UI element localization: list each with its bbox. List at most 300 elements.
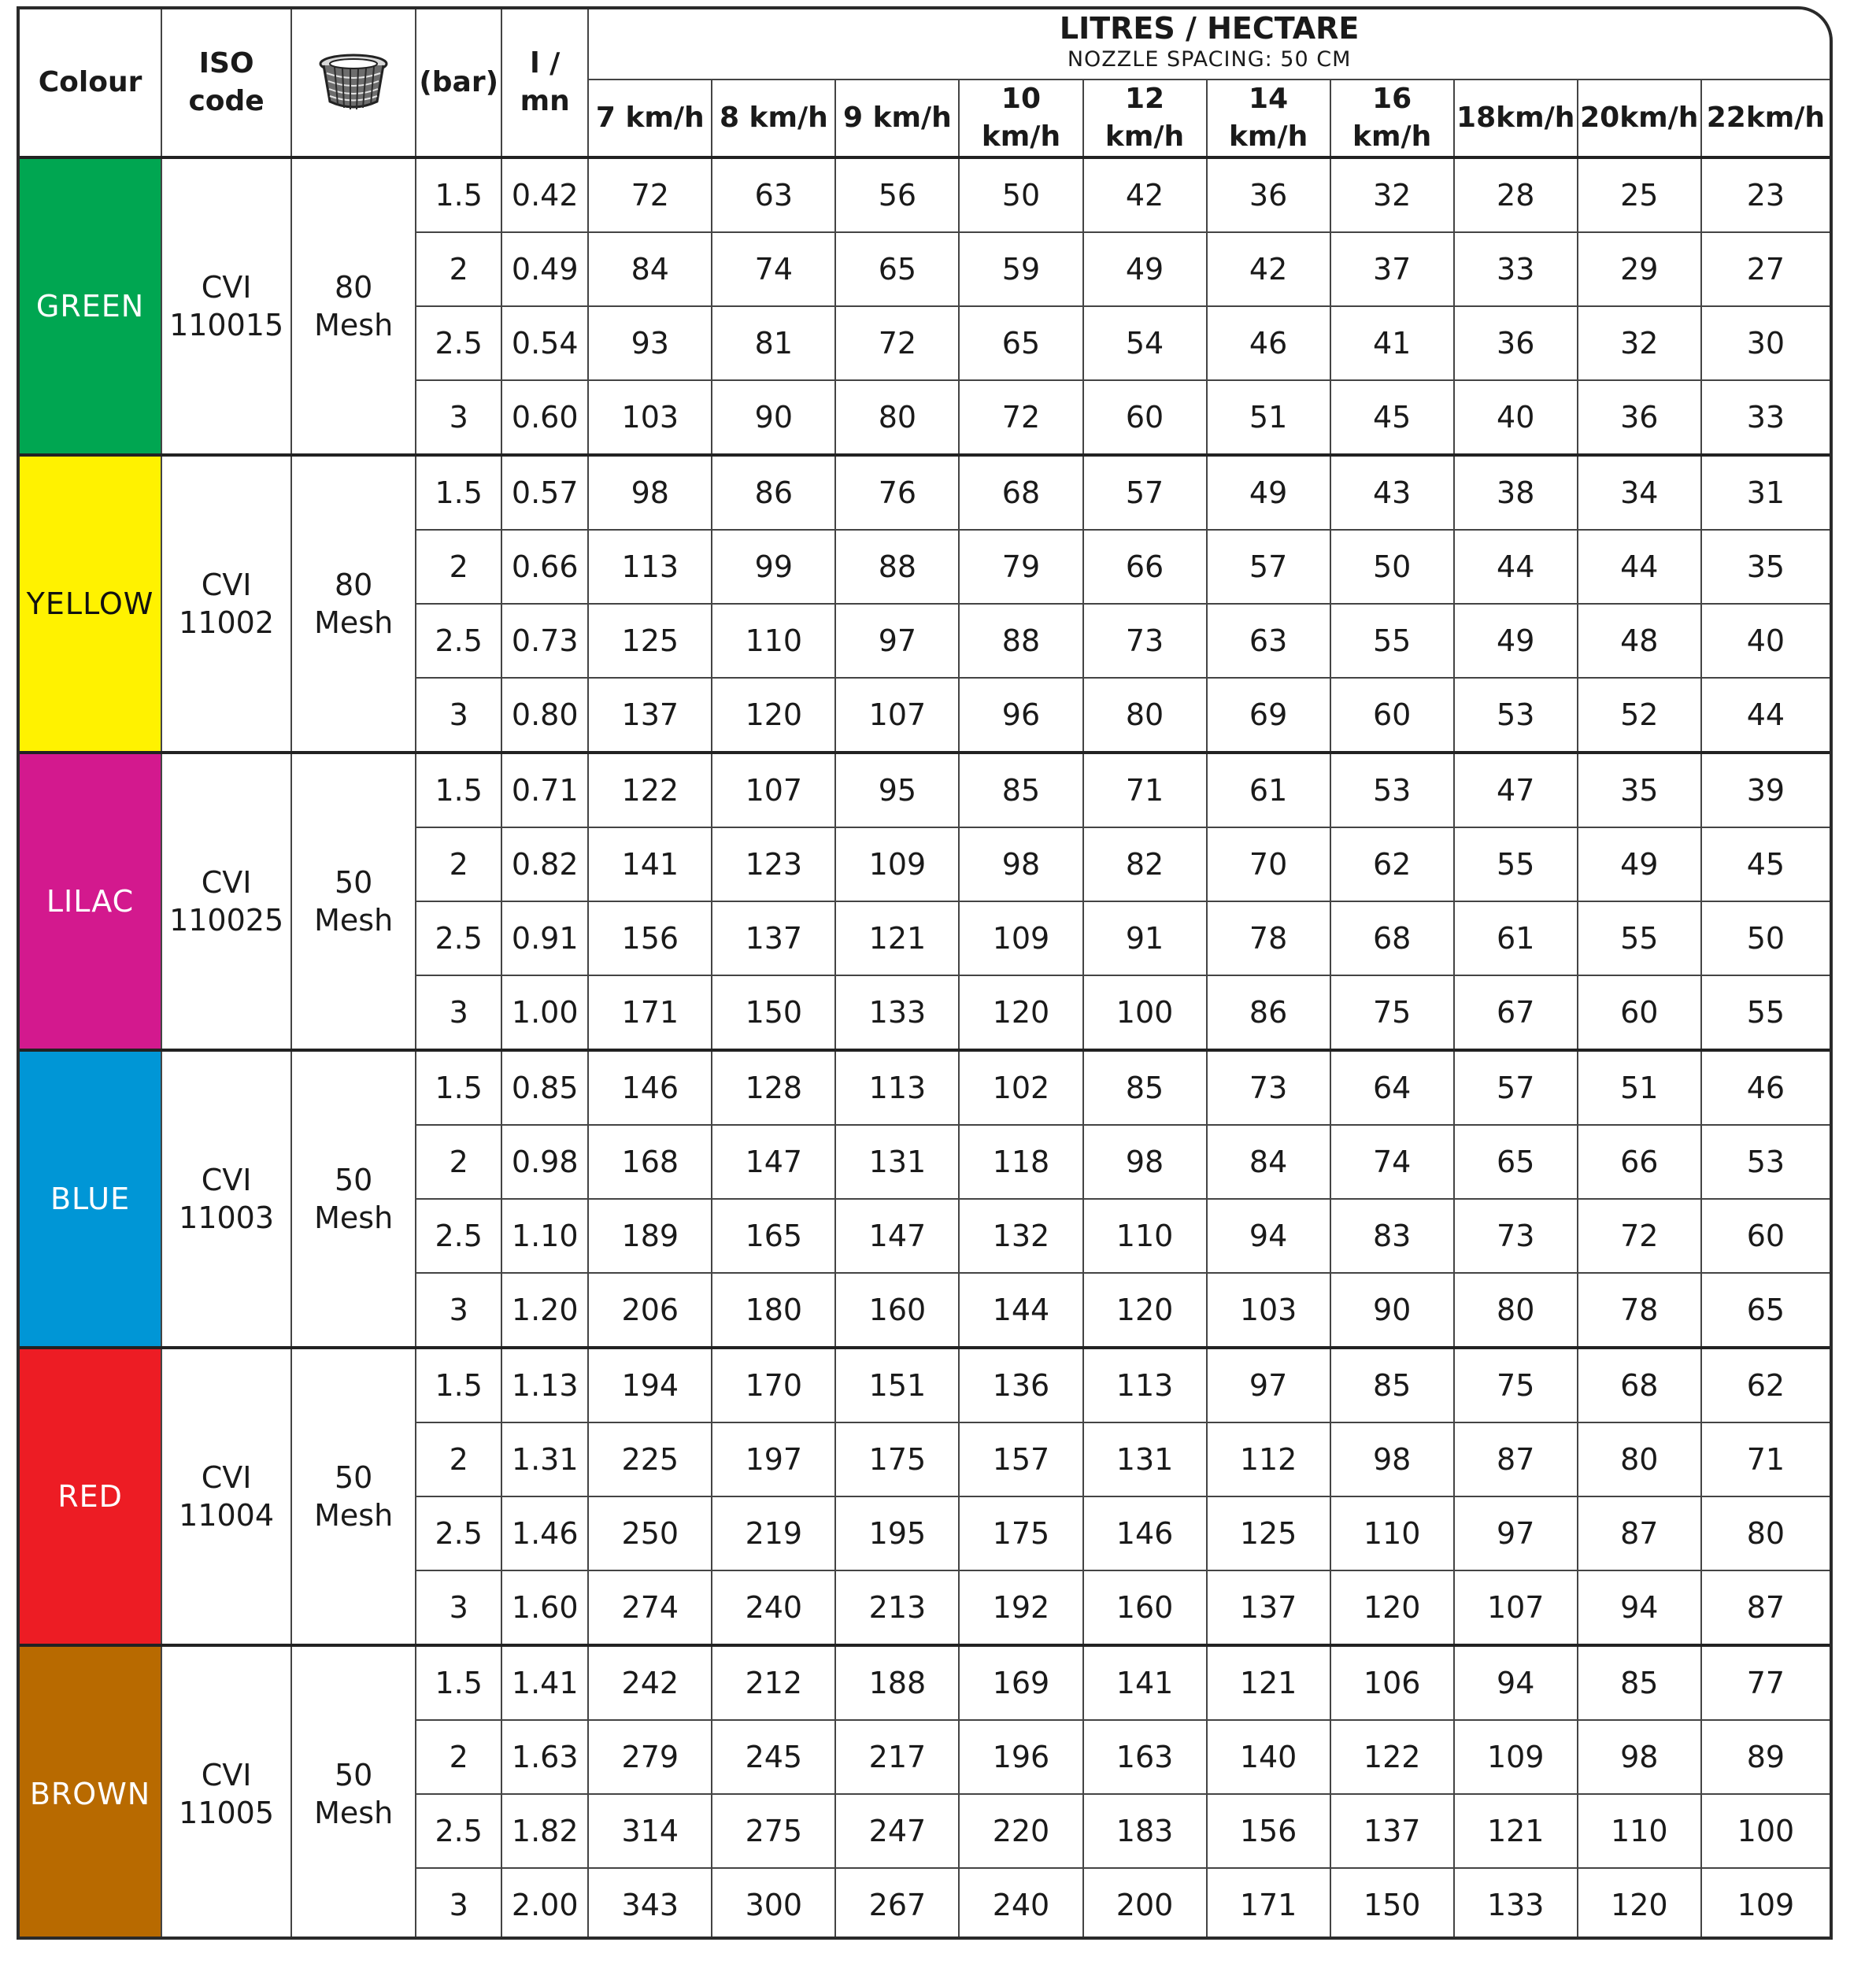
- flow-rate-cell: 0.80: [501, 678, 588, 753]
- litres-per-hectare-cell: 102: [959, 1050, 1082, 1125]
- litres-per-hectare-cell: 68: [1578, 1348, 1701, 1422]
- litres-per-hectare-cell: 80: [1083, 678, 1207, 753]
- litres-per-hectare-cell: 98: [1578, 1720, 1701, 1794]
- litres-per-hectare-cell: 192: [959, 1570, 1082, 1645]
- litres-per-hectare-cell: 88: [835, 530, 959, 604]
- litres-per-hectare-cell: 195: [835, 1496, 959, 1570]
- litres-per-hectare-cell: 120: [959, 975, 1082, 1050]
- flow-rate-cell: 0.73: [501, 604, 588, 678]
- litres-per-hectare-cell: 36: [1207, 157, 1330, 232]
- mesh-cell: [291, 753, 416, 1050]
- litres-per-hectare-cell: 66: [1083, 530, 1207, 604]
- pressure-cell: 2: [416, 827, 501, 901]
- litres-per-hectare-cell: 242: [588, 1645, 712, 1720]
- litres-per-hectare-cell: 80: [1701, 1496, 1830, 1570]
- litres-per-hectare-cell: 86: [712, 455, 835, 530]
- litres-per-hectare-cell: 314: [588, 1794, 712, 1868]
- pressure-cell: 1.5: [416, 1050, 501, 1125]
- litres-per-hectare-cell: 279: [588, 1720, 712, 1794]
- litres-per-hectare-cell: 36: [1578, 380, 1701, 455]
- litres-per-hectare-cell: 53: [1701, 1125, 1830, 1199]
- litres-per-hectare-cell: 87: [1701, 1570, 1830, 1645]
- litres-per-hectare-cell: 94: [1578, 1570, 1701, 1645]
- speed-header: 16 km/h: [1330, 80, 1454, 157]
- litres-per-hectare-cell: 112: [1207, 1422, 1330, 1496]
- litres-per-hectare-cell: 43: [1330, 455, 1454, 530]
- litres-per-hectare-cell: 160: [1083, 1570, 1207, 1645]
- litres-per-hectare-cell: 175: [959, 1496, 1082, 1570]
- litres-per-hectare-cell: 122: [588, 753, 712, 827]
- mesh-line2: Mesh: [314, 308, 394, 342]
- header-colour: Colour: [20, 9, 161, 157]
- litres-per-hectare-cell: 72: [835, 306, 959, 380]
- litres-per-hectare-cell: 128: [712, 1050, 835, 1125]
- litres-per-hectare-cell: 98: [1083, 1125, 1207, 1199]
- litres-per-hectare-cell: 120: [1578, 1868, 1701, 1940]
- litres-per-hectare-cell: 44: [1701, 678, 1830, 753]
- litres-per-hectare-cell: 40: [1701, 604, 1830, 678]
- mesh-cell: [291, 1348, 416, 1645]
- pressure-cell: 3: [416, 678, 501, 753]
- litres-per-hectare-cell: 48: [1578, 604, 1701, 678]
- flow-rate-cell: 1.13: [501, 1348, 588, 1422]
- litres-per-hectare-cell: 110: [712, 604, 835, 678]
- litres-per-hectare-cell: 150: [712, 975, 835, 1050]
- litres-per-hectare-cell: 188: [835, 1645, 959, 1720]
- litres-per-hectare-cell: 50: [959, 157, 1082, 232]
- litres-per-hectare-cell: 88: [959, 604, 1082, 678]
- litres-per-hectare-cell: 213: [835, 1570, 959, 1645]
- litres-per-hectare-cell: 60: [1083, 380, 1207, 455]
- litres-per-hectare-cell: 267: [835, 1868, 959, 1940]
- litres-per-hectare-cell: 60: [1701, 1199, 1830, 1273]
- litres-per-hectare-cell: 169: [959, 1645, 1082, 1720]
- litres-per-hectare-cell: 219: [712, 1496, 835, 1570]
- litres-per-hectare-cell: 47: [1454, 753, 1578, 827]
- mesh-filter-icon: [292, 53, 415, 113]
- litres-per-hectare-cell: 78: [1578, 1273, 1701, 1348]
- litres-per-hectare-cell: 113: [1083, 1348, 1207, 1422]
- litres-per-hectare-cell: 156: [1207, 1794, 1330, 1868]
- mesh-line2: Mesh: [314, 1498, 394, 1533]
- litres-per-hectare-cell: 97: [835, 604, 959, 678]
- litres-per-hectare-cell: 122: [1330, 1720, 1454, 1794]
- litres-per-hectare-cell: 141: [588, 827, 712, 901]
- litres-per-hectare-cell: 90: [1330, 1273, 1454, 1348]
- litres-per-hectare-cell: 53: [1454, 678, 1578, 753]
- litres-per-hectare-cell: 72: [959, 380, 1082, 455]
- litres-per-hectare-cell: 49: [1207, 455, 1330, 530]
- iso-code-cell: [161, 1645, 291, 1940]
- pressure-cell: 1.5: [416, 1348, 501, 1422]
- litres-per-hectare-cell: 64: [1330, 1050, 1454, 1125]
- litres-per-hectare-cell: 87: [1454, 1422, 1578, 1496]
- litres-per-hectare-cell: 137: [1330, 1794, 1454, 1868]
- iso-code-cell: [161, 753, 291, 1050]
- litres-per-hectare-cell: 44: [1454, 530, 1578, 604]
- litres-per-hectare-cell: 52: [1578, 678, 1701, 753]
- iso-code-line2: 11004: [179, 1498, 275, 1533]
- flow-rate-cell: 1.41: [501, 1645, 588, 1720]
- litres-per-hectare-cell: 109: [835, 827, 959, 901]
- litres-per-hectare-cell: 45: [1330, 380, 1454, 455]
- litres-per-hectare-cell: 110: [1578, 1794, 1701, 1868]
- flow-rate-cell: 0.57: [501, 455, 588, 530]
- litres-per-hectare-cell: 98: [959, 827, 1082, 901]
- litres-per-hectare-cell: 74: [1330, 1125, 1454, 1199]
- litres-per-hectare-cell: 32: [1578, 306, 1701, 380]
- litres-per-hectare-cell: 157: [959, 1422, 1082, 1496]
- litres-per-hectare-cell: 51: [1578, 1050, 1701, 1125]
- litres-per-hectare-cell: 86: [1207, 975, 1330, 1050]
- litres-per-hectare-cell: 121: [1207, 1645, 1330, 1720]
- litres-per-hectare-cell: 41: [1330, 306, 1454, 380]
- speed-header: 7 km/h: [588, 80, 712, 157]
- litres-per-hectare-cell: 120: [1083, 1273, 1207, 1348]
- mesh-line2: Mesh: [314, 605, 394, 640]
- litres-per-hectare-cell: 61: [1207, 753, 1330, 827]
- litres-per-hectare-cell: 103: [1207, 1273, 1330, 1348]
- litres-per-hectare-cell: 165: [712, 1199, 835, 1273]
- iso-code-line1: CVI: [201, 1460, 252, 1495]
- litres-per-hectare-cell: 29: [1578, 232, 1701, 306]
- nozzle-chart-frame: [17, 6, 1833, 1940]
- litres-per-hectare-cell: 225: [588, 1422, 712, 1496]
- litres-per-hectare-cell: 98: [588, 455, 712, 530]
- litres-per-hectare-cell: 77: [1701, 1645, 1830, 1720]
- litres-per-hectare-cell: 171: [1207, 1868, 1330, 1940]
- litres-per-hectare-cell: 91: [1083, 901, 1207, 975]
- flow-rate-cell: 1.63: [501, 1720, 588, 1794]
- mesh-cell: [291, 1645, 416, 1940]
- litres-per-hectare-cell: 120: [712, 678, 835, 753]
- litres-per-hectare-cell: 168: [588, 1125, 712, 1199]
- litres-per-hectare-cell: 81: [712, 306, 835, 380]
- litres-per-hectare-cell: 84: [1207, 1125, 1330, 1199]
- pressure-cell: 3: [416, 380, 501, 455]
- litres-per-hectare-cell: 110: [1330, 1496, 1454, 1570]
- flow-rate-cell: 1.20: [501, 1273, 588, 1348]
- header-iso-line1: ISO: [198, 47, 254, 80]
- flow-rate-cell: 0.98: [501, 1125, 588, 1199]
- litres-per-hectare-cell: 125: [588, 604, 712, 678]
- litres-per-hectare-cell: 95: [835, 753, 959, 827]
- mesh-line1: 50 Mesh: [314, 1758, 394, 1830]
- table-body: [20, 157, 1830, 1940]
- litres-per-hectare-cell: 60: [1578, 975, 1701, 1050]
- litres-per-hectare-cell: 63: [1207, 604, 1330, 678]
- litres-per-hectare-cell: 212: [712, 1645, 835, 1720]
- litres-per-hectare-cell: 133: [835, 975, 959, 1050]
- flow-rate-cell: 1.46: [501, 1496, 588, 1570]
- header-litres-hectare: [588, 9, 1830, 80]
- litres-per-hectare-cell: 131: [1083, 1422, 1207, 1496]
- pressure-cell: 2.5: [416, 604, 501, 678]
- litres-per-hectare-cell: 57: [1083, 455, 1207, 530]
- litres-per-hectare-cell: 57: [1207, 530, 1330, 604]
- litres-per-hectare-cell: 46: [1701, 1050, 1830, 1125]
- speed-header: 22km/h: [1701, 80, 1830, 157]
- litres-per-hectare-cell: 100: [1083, 975, 1207, 1050]
- pressure-cell: 2.5: [416, 1794, 501, 1868]
- litres-per-hectare-cell: 163: [1083, 1720, 1207, 1794]
- litres-per-hectare-cell: 61: [1454, 901, 1578, 975]
- table-row: [20, 753, 1830, 827]
- litres-per-hectare-cell: 171: [588, 975, 712, 1050]
- speed-header: 10 km/h: [959, 80, 1082, 157]
- colour-swatch: LILAC: [20, 753, 161, 1050]
- litres-per-hectare-cell: 85: [1083, 1050, 1207, 1125]
- pressure-cell: 2: [416, 1422, 501, 1496]
- table-row: [20, 455, 1830, 530]
- litres-per-hectare-cell: 160: [835, 1273, 959, 1348]
- litres-per-hectare-cell: 180: [712, 1273, 835, 1348]
- litres-per-hectare-cell: 82: [1083, 827, 1207, 901]
- iso-code-line1: CVI: [201, 865, 252, 900]
- litres-per-hectare-cell: 107: [712, 753, 835, 827]
- table-row: [20, 1645, 1830, 1720]
- litres-per-hectare-cell: 343: [588, 1868, 712, 1940]
- litres-per-hectare-cell: 133: [1454, 1868, 1578, 1940]
- litres-per-hectare-cell: 240: [712, 1570, 835, 1645]
- litres-per-hectare-cell: 84: [588, 232, 712, 306]
- litres-per-hectare-cell: 120: [1330, 1570, 1454, 1645]
- litres-per-hectare-cell: 83: [1330, 1199, 1454, 1273]
- litres-per-hectare-cell: 85: [1578, 1645, 1701, 1720]
- litres-per-hectare-cell: 49: [1083, 232, 1207, 306]
- litres-per-hectare-cell: 85: [959, 753, 1082, 827]
- pressure-cell: 3: [416, 1273, 501, 1348]
- litres-per-hectare-cell: 49: [1578, 827, 1701, 901]
- litres-per-hectare-cell: 125: [1207, 1496, 1330, 1570]
- litres-per-hectare-cell: 37: [1330, 232, 1454, 306]
- speed-header: 18km/h: [1454, 80, 1578, 157]
- flow-rate-cell: 0.49: [501, 232, 588, 306]
- speed-header: 9 km/h: [835, 80, 959, 157]
- litres-per-hectare-cell: 28: [1454, 157, 1578, 232]
- flow-rate-cell: 1.10: [501, 1199, 588, 1273]
- litres-per-hectare-cell: 206: [588, 1273, 712, 1348]
- flow-rate-cell: 0.42: [501, 157, 588, 232]
- litres-per-hectare-cell: 40: [1454, 380, 1578, 455]
- litres-per-hectare-cell: 123: [712, 827, 835, 901]
- litres-per-hectare-cell: 132: [959, 1199, 1082, 1273]
- pressure-cell: 1.5: [416, 753, 501, 827]
- litres-per-hectare-cell: 274: [588, 1570, 712, 1645]
- mesh-line2: Mesh: [314, 903, 394, 938]
- litres-per-hectare-cell: 156: [588, 901, 712, 975]
- iso-code-line1: CVI: [201, 270, 252, 305]
- litres-per-hectare-cell: 300: [712, 1868, 835, 1940]
- litres-per-hectare-cell: 94: [1207, 1199, 1330, 1273]
- speed-header: 20km/h: [1578, 80, 1701, 157]
- litres-per-hectare-cell: 34: [1578, 455, 1701, 530]
- flow-rate-cell: 0.91: [501, 901, 588, 975]
- litres-per-hectare-cell: 80: [1578, 1422, 1701, 1496]
- litres-per-hectare-cell: 70: [1207, 827, 1330, 901]
- litres-per-hectare-cell: 99: [712, 530, 835, 604]
- pressure-cell: 1.5: [416, 157, 501, 232]
- speed-header: 8 km/h: [712, 80, 835, 157]
- litres-per-hectare-cell: 62: [1330, 827, 1454, 901]
- pressure-cell: 3: [416, 975, 501, 1050]
- litres-per-hectare-cell: 151: [835, 1348, 959, 1422]
- litres-per-hectare-cell: 55: [1701, 975, 1830, 1050]
- colour-swatch: YELLOW: [20, 455, 161, 753]
- mesh-line2: Mesh: [314, 1200, 394, 1235]
- flow-rate-cell: 0.71: [501, 753, 588, 827]
- litres-per-hectare-cell: 107: [1454, 1570, 1578, 1645]
- iso-code-line2: 11003: [179, 1200, 275, 1235]
- litres-per-hectare-cell: 42: [1083, 157, 1207, 232]
- litres-per-hectare-cell: 57: [1454, 1050, 1578, 1125]
- litres-per-hectare-cell: 25: [1578, 157, 1701, 232]
- header-iso-line2: code: [188, 85, 265, 117]
- flow-rate-cell: 0.82: [501, 827, 588, 901]
- mesh-line1: 80: [334, 568, 373, 602]
- litres-per-hectare-cell: 220: [959, 1794, 1082, 1868]
- litres-per-hectare-cell: 33: [1454, 232, 1578, 306]
- litres-per-hectare-cell: 200: [1083, 1868, 1207, 1940]
- colour-swatch: BLUE: [20, 1050, 161, 1348]
- colour-swatch: RED: [20, 1348, 161, 1645]
- table-row: [20, 1348, 1830, 1422]
- litres-per-hectare-cell: 72: [1578, 1199, 1701, 1273]
- litres-per-hectare-cell: 121: [835, 901, 959, 975]
- litres-per-hectare-cell: 240: [959, 1868, 1082, 1940]
- pressure-cell: 3: [416, 1868, 501, 1940]
- litres-per-hectare-cell: 59: [959, 232, 1082, 306]
- mesh-line1: 50: [334, 1163, 373, 1197]
- litres-per-hectare-cell: 27: [1701, 232, 1830, 306]
- litres-per-hectare-cell: 217: [835, 1720, 959, 1794]
- litres-per-hectare-cell: 137: [588, 678, 712, 753]
- flow-rate-cell: 0.85: [501, 1050, 588, 1125]
- header-l-per-mn: l / mn: [501, 9, 588, 157]
- litres-per-hectare-cell: 46: [1207, 306, 1330, 380]
- litres-per-hectare-cell: 140: [1207, 1720, 1330, 1794]
- litres-per-hectare-cell: 109: [959, 901, 1082, 975]
- litres-per-hectare-cell: 80: [835, 380, 959, 455]
- litres-per-hectare-cell: 31: [1701, 455, 1830, 530]
- litres-per-hectare-cell: 35: [1578, 753, 1701, 827]
- litres-per-hectare-cell: 98: [1330, 1422, 1454, 1496]
- litres-per-hectare-cell: 56: [835, 157, 959, 232]
- litres-per-hectare-cell: 97: [1207, 1348, 1330, 1422]
- mesh-cell: [291, 157, 416, 455]
- litres-per-hectare-cell: 65: [959, 306, 1082, 380]
- iso-code-cell: [161, 455, 291, 753]
- iso-code-line2: 11002: [179, 605, 275, 640]
- litres-per-hectare-cell: 94: [1454, 1645, 1578, 1720]
- flow-rate-cell: 1.82: [501, 1794, 588, 1868]
- litres-per-hectare-cell: 55: [1454, 827, 1578, 901]
- speed-header: 12 km/h: [1083, 80, 1207, 157]
- litres-per-hectare-cell: 97: [1454, 1496, 1578, 1570]
- litres-per-hectare-cell: 197: [712, 1422, 835, 1496]
- litres-per-hectare-cell: 73: [1083, 604, 1207, 678]
- litres-per-hectare-cell: 175: [835, 1422, 959, 1496]
- litres-per-hectare-cell: 85: [1330, 1348, 1454, 1422]
- litres-per-hectare-cell: 137: [1207, 1570, 1330, 1645]
- nozzle-flow-table: [20, 9, 1830, 1940]
- litres-per-hectare-cell: 73: [1454, 1199, 1578, 1273]
- litres-per-hectare-cell: 113: [588, 530, 712, 604]
- litres-per-hectare-cell: 39: [1701, 753, 1830, 827]
- litres-per-hectare-cell: 79: [959, 530, 1082, 604]
- mesh-cell: [291, 1050, 416, 1348]
- iso-code-line2: 110025: [169, 903, 284, 938]
- litres-per-hectare-cell: 137: [712, 901, 835, 975]
- iso-code-line2: 110015: [169, 308, 284, 342]
- litres-per-hectare-cell: 93: [588, 306, 712, 380]
- pressure-cell: 1.5: [416, 1645, 501, 1720]
- litres-per-hectare-cell: 106: [1330, 1645, 1454, 1720]
- litres-per-hectare-cell: 100: [1701, 1794, 1830, 1868]
- litres-per-hectare-cell: 80: [1454, 1273, 1578, 1348]
- litres-per-hectare-cell: 110: [1083, 1199, 1207, 1273]
- litres-per-hectare-cell: 75: [1330, 975, 1454, 1050]
- litres-per-hectare-cell: 50: [1330, 530, 1454, 604]
- litres-per-hectare-cell: 118: [959, 1125, 1082, 1199]
- flow-rate-cell: 2.00: [501, 1868, 588, 1940]
- litres-per-hectare-cell: 183: [1083, 1794, 1207, 1868]
- litres-per-hectare-cell: 53: [1330, 753, 1454, 827]
- litres-per-hectare-cell: 121: [1454, 1794, 1578, 1868]
- litres-per-hectare-cell: 131: [835, 1125, 959, 1199]
- litres-per-hectare-cell: 150: [1330, 1868, 1454, 1940]
- litres-per-hectare-cell: 76: [835, 455, 959, 530]
- iso-code-line2: 11005: [179, 1796, 275, 1830]
- iso-code-line1: CVI: [201, 1163, 252, 1197]
- litres-per-hectare-cell: 62: [1701, 1348, 1830, 1422]
- flow-rate-cell: 1.31: [501, 1422, 588, 1496]
- pressure-cell: 2.5: [416, 901, 501, 975]
- litres-per-hectare-cell: 275: [712, 1794, 835, 1868]
- litres-per-hectare-cell: 65: [1701, 1273, 1830, 1348]
- pressure-cell: 2: [416, 232, 501, 306]
- litres-per-hectare-cell: 196: [959, 1720, 1082, 1794]
- litres-per-hectare-cell: 23: [1701, 157, 1830, 232]
- litres-per-hectare-cell: 50: [1701, 901, 1830, 975]
- litres-per-hectare-cell: 194: [588, 1348, 712, 1422]
- speed-header: 14 km/h: [1207, 80, 1330, 157]
- litres-per-hectare-cell: 65: [835, 232, 959, 306]
- iso-code-line1: CVI: [201, 1758, 252, 1792]
- litres-per-hectare-cell: 141: [1083, 1645, 1207, 1720]
- litres-per-hectare-cell: 54: [1083, 306, 1207, 380]
- litres-per-hectare-cell: 245: [712, 1720, 835, 1794]
- iso-code-cell: [161, 1050, 291, 1348]
- colour-swatch: GREEN: [20, 157, 161, 455]
- pressure-cell: 1.5: [416, 455, 501, 530]
- pressure-cell: 2: [416, 1720, 501, 1794]
- pressure-cell: 2.5: [416, 1496, 501, 1570]
- litres-per-hectare-cell: 74: [712, 232, 835, 306]
- flow-rate-cell: 0.60: [501, 380, 588, 455]
- litres-per-hectare-cell: 71: [1083, 753, 1207, 827]
- litres-per-hectare-cell: 44: [1578, 530, 1701, 604]
- litres-per-hectare-cell: 90: [712, 380, 835, 455]
- pressure-cell: 2: [416, 1125, 501, 1199]
- litres-per-hectare-cell: 78: [1207, 901, 1330, 975]
- mesh-line1: 50: [334, 1460, 373, 1495]
- litres-per-hectare-cell: 68: [1330, 901, 1454, 975]
- litres-per-hectare-cell: 42: [1207, 232, 1330, 306]
- litres-per-hectare-cell: 136: [959, 1348, 1082, 1422]
- litres-per-hectare-cell: 146: [588, 1050, 712, 1125]
- header-mesh-filter: [291, 9, 416, 157]
